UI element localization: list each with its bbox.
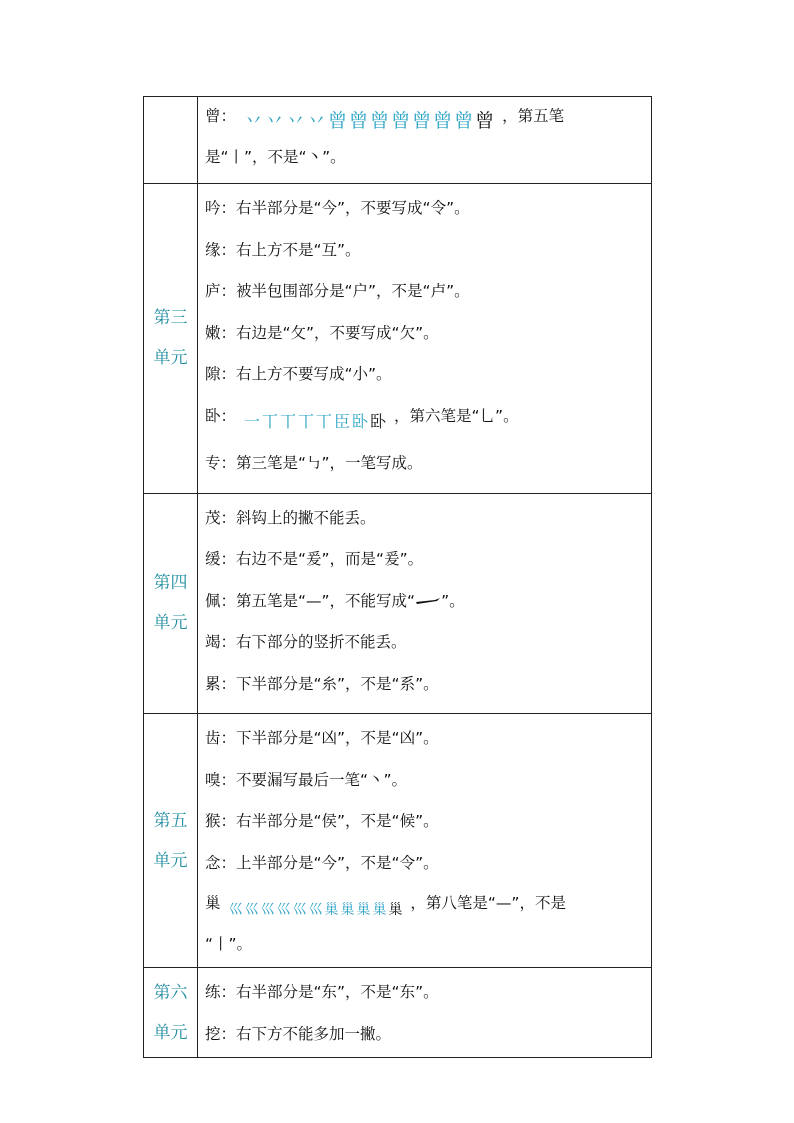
note-line: 累：下半部分是“糸”，不是“系”。 <box>205 674 439 693</box>
entry-line2: “丨”。 <box>205 935 253 953</box>
stroke-step-glyph: 曾 <box>328 110 348 132</box>
stroke-step-glyph: 巢 <box>324 902 339 918</box>
table-row <box>144 968 652 1058</box>
stroke-step-glyph: 曾 <box>349 110 369 132</box>
stroke-step-glyph: 巢 <box>388 902 403 918</box>
unit-label: 第三 <box>153 308 188 329</box>
stroke-step-glyph: 曾 <box>412 110 432 132</box>
note-text: ”。 <box>441 591 465 610</box>
unit-cell <box>144 968 198 1058</box>
pei-line <box>205 581 647 623</box>
stroke-order-sequence <box>227 890 403 929</box>
entry-line2: 是“丨”，不是“丶”。 <box>205 148 346 166</box>
note-line: 练：右半部分是“东”，不是“东”。 <box>205 983 439 1001</box>
table-row <box>144 97 652 184</box>
content-cell <box>198 184 652 494</box>
note-line: 嫩：右边是“攵”，不要写成“欠”。 <box>205 323 439 342</box>
stroke-step-glyph: 丷 <box>243 110 263 132</box>
unit-label: 第六 <box>153 982 188 1003</box>
unit-cell <box>144 184 198 494</box>
stroke-step-glyph: 巛 <box>276 902 291 918</box>
note-line: 茂：斜钩上的撇不能丢。 <box>205 508 376 527</box>
wo-line <box>205 396 647 444</box>
table-row <box>144 184 652 494</box>
note-line: 齿：下半部分是“凶”，不是“凶”。 <box>205 729 439 747</box>
entry-tail: ，第五笔 <box>502 107 565 125</box>
stroke-step-glyph: 曾 <box>475 110 495 132</box>
stroke-order-sequence <box>243 401 387 444</box>
entry-tail: ，第八笔是“—”，不是 <box>410 894 566 912</box>
entry-char: 卧： <box>205 406 237 425</box>
unit-cell <box>144 97 198 184</box>
stroke-step-glyph: 巛 <box>228 902 243 918</box>
content-cell <box>198 493 652 714</box>
stroke-step-glyph: 丅 <box>261 411 278 431</box>
entry-char: 巢 <box>205 894 221 912</box>
stroke-step-glyph: 卧 <box>370 411 387 431</box>
note-line: 嗅：不要漏写最后一笔“丶”。 <box>205 770 408 789</box>
stroke-step-glyph: 一 <box>243 411 260 431</box>
stroke-step-glyph: 巛 <box>244 902 259 918</box>
stroke-step-glyph: 丷 <box>285 110 305 132</box>
stroke-step-glyph: 巛 <box>292 902 307 918</box>
zeng-line <box>205 99 647 140</box>
note-line: 念：上半部分是“今”，不是“令”。 <box>205 853 439 872</box>
note-line: 竭：右下部分的竖折不能丢。 <box>205 633 407 651</box>
stroke-step-glyph: 丅 <box>316 411 333 431</box>
unit-label: 单元 <box>153 1022 188 1043</box>
content-cell <box>198 968 652 1058</box>
note-line: 隙：右上方不要写成“小”。 <box>205 365 392 383</box>
note-text: 佩：第五笔是“—”，不能写成“ <box>205 591 416 610</box>
note-line: 挖：右下方不能多加一撇。 <box>205 1024 392 1043</box>
stroke-step-glyph: 丅 <box>298 411 315 431</box>
table-row <box>144 714 652 968</box>
note-line: 专：第三笔是“㇉”，一笔写成。 <box>205 454 423 472</box>
stroke-step-glyph: 臣 <box>334 411 351 431</box>
note-line: 缓：右边不是“爰”，而是“爰”。 <box>205 550 424 568</box>
stroke-step-glyph: 巛 <box>308 902 323 918</box>
stroke-step-glyph: 丷 <box>264 110 284 132</box>
note-line: 庐：被半包围部分是“户”，不是“卢”。 <box>205 282 470 300</box>
table-row <box>144 493 652 714</box>
note-line: 吟：右半部分是“今”，不要写成“令”。 <box>205 199 470 217</box>
unit-cell <box>144 714 198 968</box>
unit-label: 单元 <box>153 613 188 634</box>
unit-label: 第五 <box>153 810 188 831</box>
stroke-step-glyph: 巢 <box>340 902 355 918</box>
note-line: 缘：右上方不是“互”。 <box>205 240 361 259</box>
stroke-glyph-icon <box>415 595 441 607</box>
stroke-step-glyph: 曾 <box>433 110 453 132</box>
stroke-step-glyph: 曾 <box>454 110 474 132</box>
stroke-step-glyph: 巢 <box>372 902 387 918</box>
stroke-step-glyph: 曾 <box>370 110 390 132</box>
stroke-notes-table <box>143 96 652 1058</box>
stroke-step-glyph: 卧 <box>352 411 369 431</box>
content-cell <box>198 97 652 184</box>
stroke-step-glyph: 曾 <box>391 110 411 132</box>
entry-tail: ，第六笔是“乚”。 <box>394 406 519 425</box>
unit-label: 第四 <box>153 573 188 594</box>
unit-label: 单元 <box>153 348 188 369</box>
chao-line <box>205 884 647 929</box>
stroke-step-glyph: 丅 <box>279 411 296 431</box>
stroke-order-sequence <box>243 104 495 140</box>
stroke-step-glyph: 丷 <box>307 110 327 132</box>
entry-char: 曾： <box>205 107 237 125</box>
content-cell <box>198 714 652 968</box>
stroke-step-glyph: 巢 <box>356 902 371 918</box>
stroke-step-glyph: 巛 <box>260 902 275 918</box>
unit-label: 单元 <box>153 850 188 871</box>
unit-cell <box>144 493 198 714</box>
note-line: 猴：右半部分是“侯”，不是“候”。 <box>205 812 439 830</box>
